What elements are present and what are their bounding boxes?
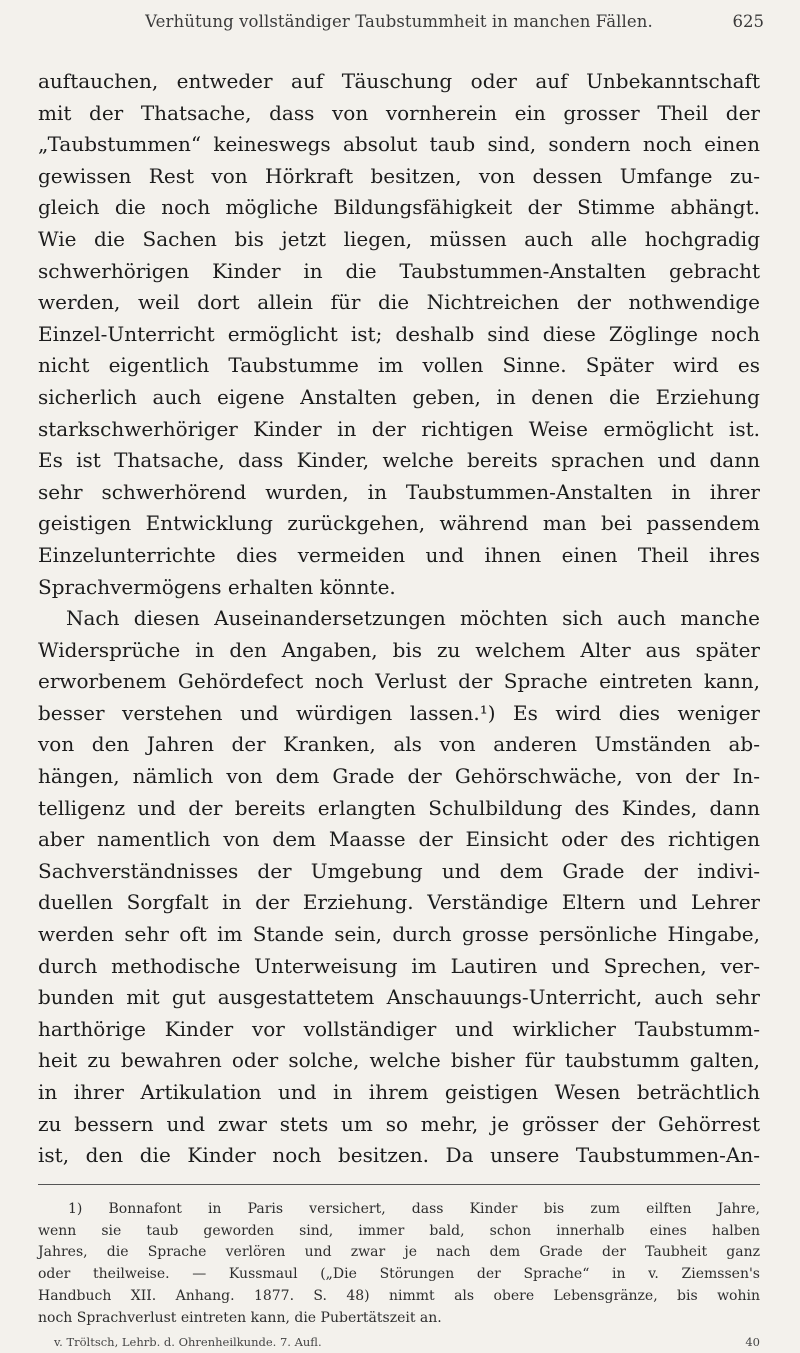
text-line: duellen Sorgfalt in der Erziehung. Verständige Eltern und Lehrer [38,890,760,915]
sheet-signature: 40 [745,1334,760,1349]
text-line: ist, den die Kinder noch besitzen. Da unsere Taubstummen-An- [38,1143,760,1168]
book-page [38,12,764,1353]
text-line: starkschwerhöriger Kinder in der richtigen Weise ermöglicht ist. [38,416,760,441]
imprint-text: v. Tröltsch, Lehrb. d. Ohrenheilkunde. 7. Aufl. [54,1334,322,1349]
text-line: hängen, nämlich von dem Grade der Gehörschwäche, von der In- [38,764,760,789]
footnote-line: oder theilweise. — Kussmaul („Die Störungen der Sprache“ in v. Ziemssen's [38,1266,760,1283]
text-line: werden, weil dort allein für die Nichtreichen der nothwendige [38,290,760,315]
footnote-line: Handbuch XII. Anhang. 1877. S. 48) nimmt als obere Lebensgränze, bis wohin [38,1287,760,1304]
footnote [38,1199,760,1353]
running-head-title: Verhütung vollständiger Taubstummheit in manchen Fällen. [145,12,653,31]
text-line: Einzel-Unterricht ermöglicht ist; deshalb sind diese Zöglinge noch [38,321,760,346]
printer-imprint [38,1332,760,1353]
footnote-line: 1) Bonnafont in Paris versichert, dass Kinder bis zum eilften Jahre, [68,1200,760,1217]
text-line: Es ist Thatsache, dass Kinder, welche bereits sprachen und dann [38,448,760,473]
text-line: auftauchen, entweder auf Täuschung oder auf Unbekanntschaft [38,69,760,93]
text-line: telligenz und der bereits erlangten Schulbildung des Kindes, dann [38,795,760,820]
text-line: mit der Thatsache, dass von vornherein ein grosser Theil der [38,100,760,125]
footnote-line: noch Sprachverlust eintreten kann, die Pubertätszeit an. [38,1309,442,1326]
text-line: schwerhörigen Kinder in die Taubstummen-Anstalten gebracht [38,258,760,283]
text-line: bunden mit gut ausgestattetem Anschauungs-Unterricht, auch sehr [38,985,760,1010]
text-line: besser verstehen und würdigen lassen.¹) Es wird dies weniger [38,700,760,725]
text-line: durch methodische Unterweisung im Lautiren und Sprechen, ver- [38,953,760,978]
text-line: von den Jahren der Kranken, als von anderen Umständen ab- [38,732,760,757]
text-line: sehr schwerhörend wurden, in Taubstummen-Anstalten in ihrer [38,479,760,504]
text-line: Widersprüche in den Angaben, bis zu welchem Alter aus später [38,637,760,662]
text-line: Nach diesen Auseinandersetzungen möchten sich auch manche [66,606,760,631]
text-line: Sachverständnisses der Umgebung und dem Grade der indivi- [38,858,760,883]
text-line: gleich die noch mögliche Bildungsfähigkeit der Stimme abhängt. [38,195,760,220]
text-line: zu bessern und zwar stets um so mehr, je grösser der Gehörrest [38,1111,760,1136]
body-text [38,66,760,1172]
footnote-line: Jahres, die Sprache verlören und zwar je nach dem Grade der Taubheit ganz [38,1244,760,1261]
text-line: in ihrer Artikulation und in ihrem geistigen Wesen beträchtlich [38,1080,760,1104]
text-line: Sprachvermögens erhalten könnte. [38,574,396,599]
text-line: werden sehr oft im Stande sein, durch grosse persönliche Hingabe, [38,922,760,947]
text-line: „Taubstummen“ keineswegs absolut taub sind, sondern noch einen [38,132,760,157]
page-number: 625 [732,12,764,31]
text-line: nicht eigentlich Taubstumme im vollen Sinne. Später wird es [38,353,760,378]
footnote-line: wenn sie taub geworden sind, immer bald, schon innerhalb eines halben [38,1222,760,1239]
text-line: Einzelunterrichte dies vermeiden und ihnen einen Theil ihres [38,542,760,567]
text-line: gewissen Rest von Hörkraft besitzen, von dessen Umfange zu- [38,163,760,188]
running-head [38,12,764,40]
text-line: geistigen Entwicklung zurückgehen, während man bei passendem [38,511,760,536]
text-line: Wie die Sachen bis jetzt liegen, müssen auch alle hochgradig [38,226,760,251]
text-line: sicherlich auch eigene Anstalten geben, in denen die Erziehung [38,384,760,409]
footnote-divider [38,1184,760,1185]
text-line: aber namentlich von dem Maasse der Einsicht oder des richtigen [38,827,760,852]
text-line: harthörige Kinder vor vollständiger und wirklicher Taubstumm- [38,1016,760,1041]
text-line: heit zu bewahren oder solche, welche bisher für taubstumm galten, [38,1048,760,1073]
text-line: erworbenem Gehördefect noch Verlust der Sprache eintreten kann, [38,669,760,694]
